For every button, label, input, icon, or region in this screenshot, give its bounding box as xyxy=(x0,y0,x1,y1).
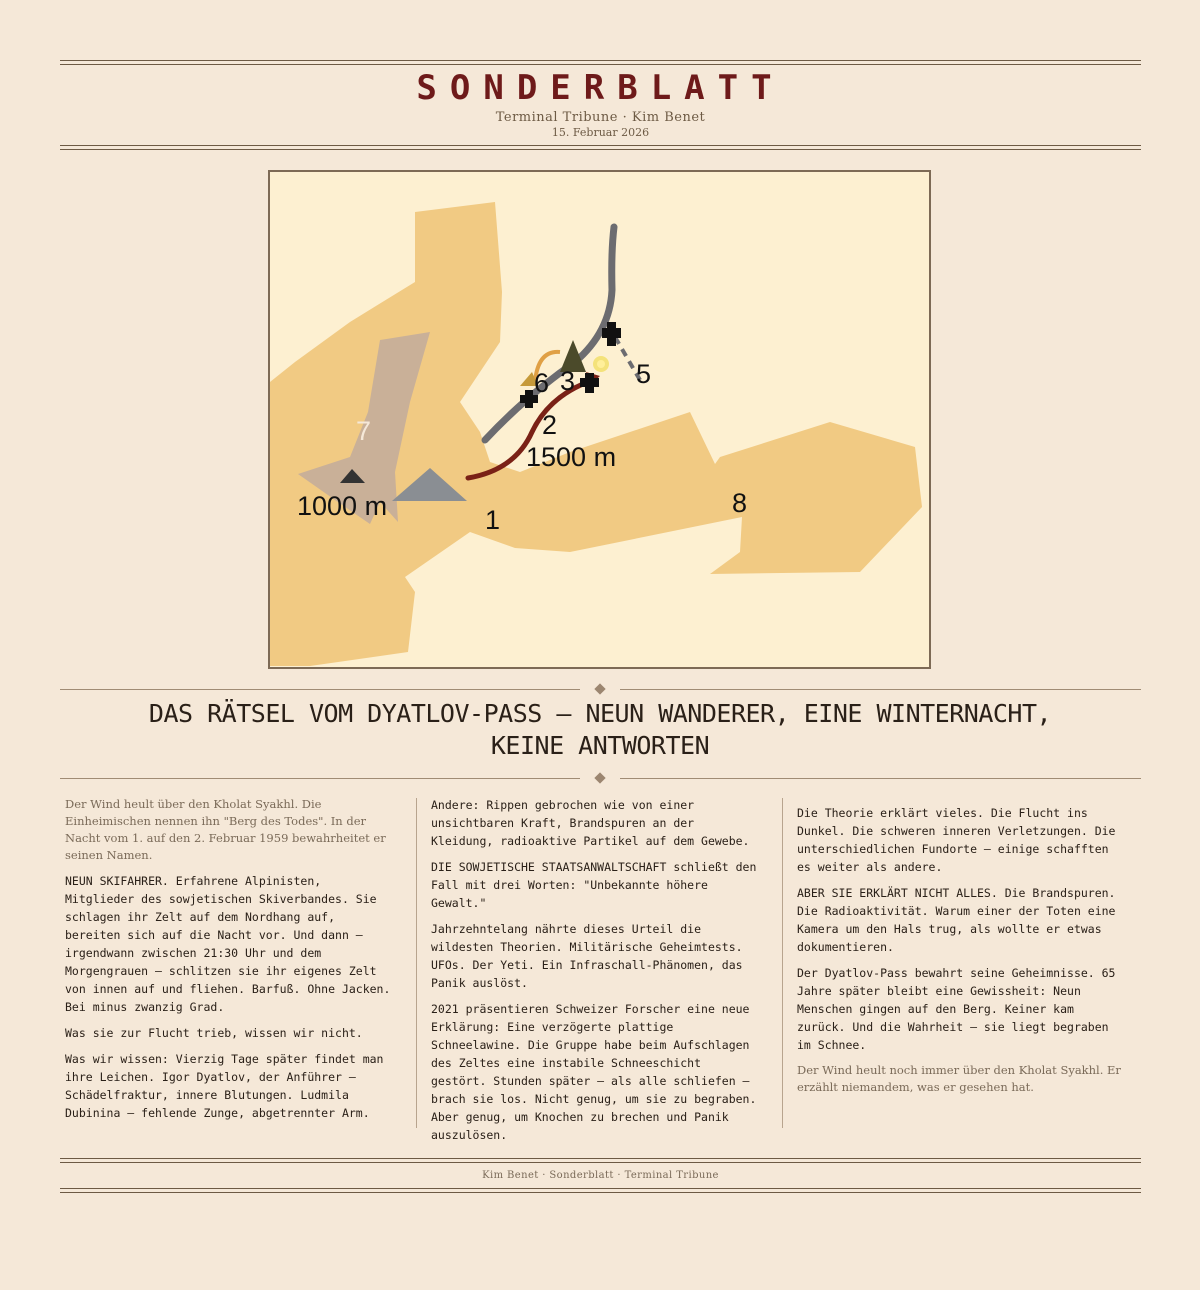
headline-line-1: DAS RÄTSEL VOM DYATLOV-PASS — NEUN WANDERER, EINE WINTERNACHT, xyxy=(148,699,1052,728)
headline-rule-top-right xyxy=(620,689,1141,690)
headline-rule-bottom-left xyxy=(60,778,580,779)
column-divider xyxy=(782,798,783,1128)
map-label-8: 8 xyxy=(732,488,748,518)
paragraph: Was sie zur Flucht trieb, wissen wir nicht. xyxy=(65,1026,363,1040)
map-label-3: 3 xyxy=(560,366,576,396)
map-canvas xyxy=(270,172,928,666)
headline-rule-top-left xyxy=(60,689,580,690)
map-label-7: 7 xyxy=(356,416,372,446)
paragraph: DIE SOWJETISCHE STAATSANWALTSCHAFT schließt den Fall mit drei Worten: "Unbekannte höhere Gewalt." xyxy=(431,860,757,910)
paragraph: 2021 präsentieren Schweizer Forscher eine neue Erklärung: Eine verzögerte plattige Schneelawine. Die Gruppe habe beim Aufschlagen des Zeltes eine instabile Schneeschicht gestört. Stunden später — als alle schliefen — brach sie los. Nicht genug, um sie zu begraben. Aber genug, um Knochen zu brechen und Panik auszulösen. xyxy=(431,1002,757,1142)
paragraph: Andere: Rippen gebrochen wie von einer unsichtbaren Kraft, Brandspuren an der Kleidung, radioaktive Partikel auf dem Gewebe. xyxy=(431,798,750,848)
article-column-2 xyxy=(431,796,763,1152)
paragraph: NEUN SKIFAHRER. Erfahrene Alpinisten, Mitglieder des sowjetischen Skiverbandes. Sie schlagen ihr Zelt auf dem Nordhang auf, bereiten sich auf die Nacht vor. Und dann — irgendwann zwischen 21:30 Uhr und dem Morgengrauen — schlitzen sie ihr eigenes Zelt von innen auf und fliehen. Barfuß. Ohne Jacken. Bei minus zwanzig Grad. xyxy=(65,874,391,1014)
diamond-ornament xyxy=(594,772,605,783)
paragraph: Was wir wissen: Vierzig Tage später findet man ihre Leichen. Igor Dyatlov, der Anführer — Schädelfraktur, innere Blutungen. Ludmila Dubinina — fehlende Zunge, abgetrennter Arm. xyxy=(65,1052,384,1120)
masthead-subtitle: Terminal Tribune · Kim Benet xyxy=(495,110,706,125)
footer-credit: Kim Benet · Sonderblatt · Terminal Tribune xyxy=(482,1170,719,1181)
article-column-3 xyxy=(797,804,1129,1104)
lede-paragraph: Der Wind heult über den Kholat Syakhl. Die Einheimischen nennen ihn "Berg des Todes". In der Nacht vom 1. auf den 2. Februar 1959 bewahrheitet er seinen Namen. xyxy=(65,797,386,862)
top-rule xyxy=(60,60,1141,65)
masthead-bottom-rule xyxy=(60,145,1141,150)
diamond-ornament xyxy=(594,683,605,694)
paragraph: Jahrzehntelang nährte dieses Urteil die wildesten Theorien. Militärische Geheimtests. UFOs. Der Yeti. Ein Infraschall-Phänomen, das Panik auslöst. xyxy=(431,922,743,990)
map-figure xyxy=(268,170,931,669)
headline-rule-bottom-right xyxy=(620,778,1141,779)
paragraph: Der Dyatlov-Pass bewahrt seine Geheimnisse. 65 Jahre später bleibt eine Gewissheit: Neun Menschen gingen auf den Berg. Keiner kam zurück. Und die Wahrheit — sie liegt begraben im Schnee. xyxy=(797,966,1116,1052)
headline-line-2: KEINE ANTWORTEN xyxy=(490,731,710,760)
footer-bottom-rule xyxy=(60,1188,1141,1193)
paragraph: Die Theorie erklärt vieles. Die Flucht ins Dunkel. Die schweren inneren Verletzungen. Die unterschiedlichen Fundorte — einige schafften es weiter als andere. xyxy=(797,806,1116,874)
paragraph: ABER SIE ERKLÄRT NICHT ALLES. Die Brandspuren. Die Radioaktivität. Warum einer der Toten eine Kamera um den Hals trug, als wollte er etwas dokumentieren. xyxy=(797,886,1116,954)
map-label-5: 5 xyxy=(636,359,652,389)
masthead-date: 15. Februar 2026 xyxy=(551,126,650,139)
map-label-1: 1 xyxy=(485,505,501,535)
masthead xyxy=(60,66,1141,140)
map-label-2: 2 xyxy=(542,410,558,440)
column-divider xyxy=(416,798,417,1128)
headline xyxy=(80,698,1120,762)
elevation-1000: 1000 m xyxy=(297,491,388,521)
masthead-title: SONDERBLATT xyxy=(416,68,785,108)
fire-icon xyxy=(593,356,609,372)
article-column-1 xyxy=(65,796,397,1130)
closing-paragraph: Der Wind heult noch immer über den Kholat Syakhl. Er erzählt niemandem, was er gesehen hat. xyxy=(797,1063,1121,1094)
footer-top-rule xyxy=(60,1158,1141,1163)
elevation-1500: 1500 m xyxy=(526,442,617,472)
map-label-6: 6 xyxy=(534,368,550,398)
